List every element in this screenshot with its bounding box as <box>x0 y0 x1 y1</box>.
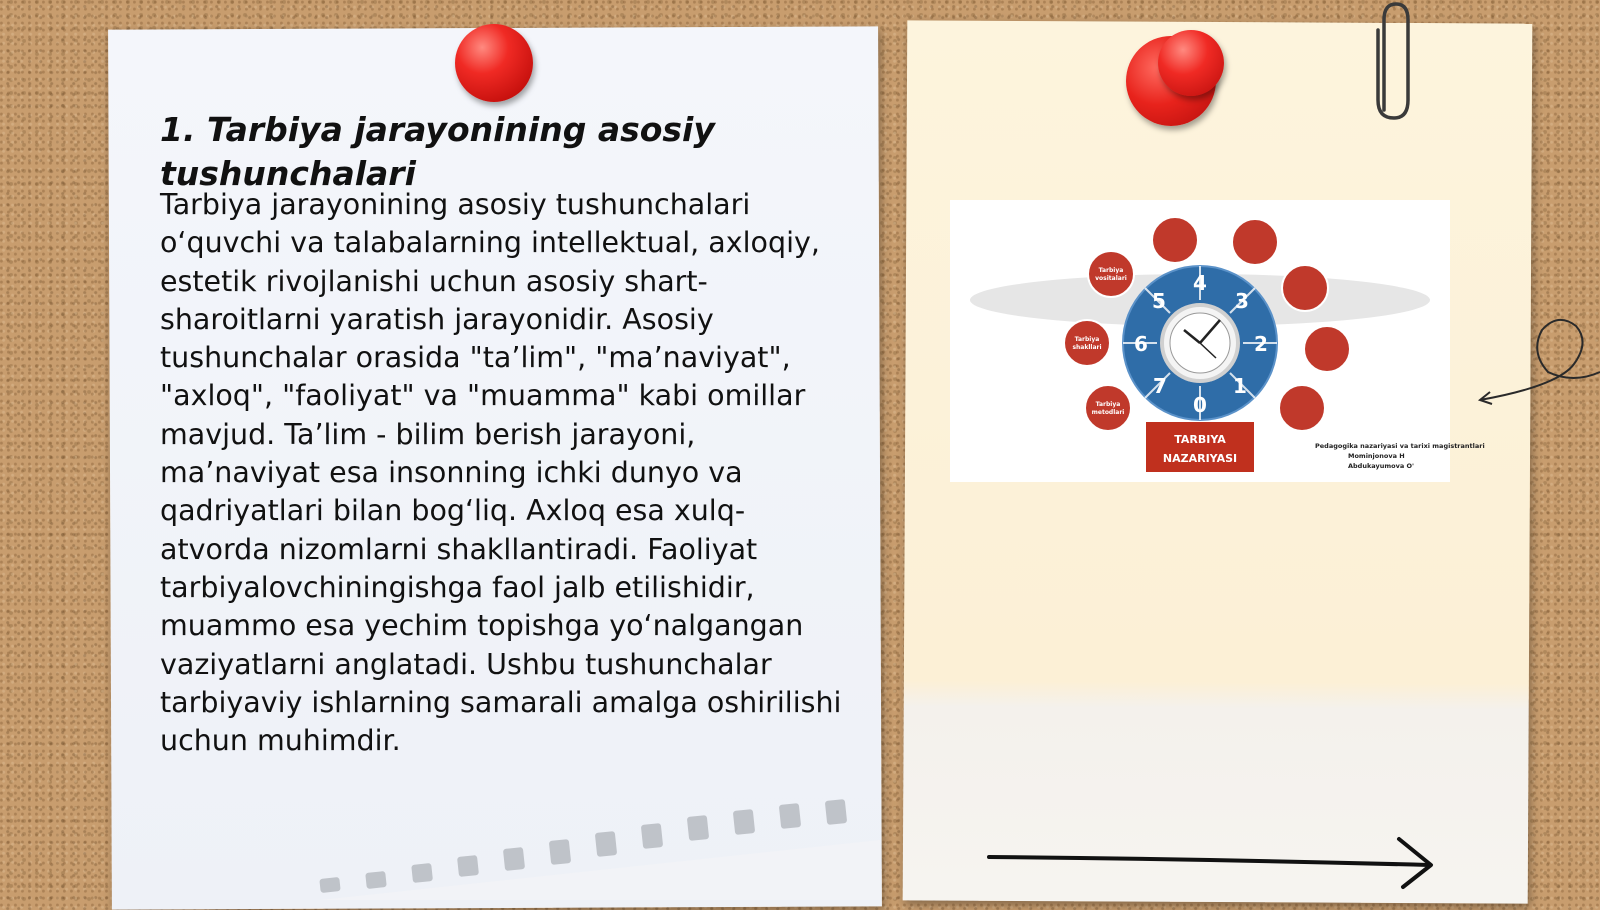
dial-number: 5 <box>1152 289 1166 313</box>
bubble-label: Tarbiya <box>1095 401 1121 408</box>
squiggle-arrow-icon <box>1478 312 1600 402</box>
diagram-caption-line3: Abdukayumova O' <box>1348 462 1414 470</box>
push-pin-icon <box>455 24 533 102</box>
dial-number: 2 <box>1254 332 1268 356</box>
diagram-caption-line2: Mominjonova H <box>1348 452 1405 460</box>
torn-notebook-edge <box>320 800 880 900</box>
dial-number: 0 <box>1193 393 1207 417</box>
bubble-label: Tarbiya <box>1074 336 1100 343</box>
bubble-label: vositalari <box>1095 275 1127 282</box>
diagram-caption-line1: Pedagogika nazariyasi va tarixi magistrantlari <box>1315 442 1485 450</box>
dial-number: 7 <box>1153 374 1167 398</box>
bubble-label: Tarbiya <box>1098 267 1124 274</box>
title-box-line1: TARBIYA <box>1174 433 1226 446</box>
paper-clip-icon <box>1370 0 1414 124</box>
tarbiya-nazariyasi-diagram <box>950 200 1485 482</box>
bubble-label: metodlari <box>1091 409 1125 416</box>
slide-body-text: Tarbiya jarayonining asosiy tushunchalari o‘quvchi va talabalarning intellektual, axloqiy, estetik rivojlanishi uchun asosiy shart-sharoitlarni yaratish jarayonidir. Asosiy tushunchalar orasida "ta’lim", "ma’naviyat", "axloq", "faoliyat" va "muamma" kabi omillar mavjud. Ta’lim - bilim berish jarayoni, ma’naviyat esa insonning ichki dunyo va qadriyatlari bilan bog‘liq. Axloq esa xulq-atvorda nizomlarni shakllantiradi. Faoliyat tarbiyalovchiningishga faol jalb etilishidir, muammo esa yechim topishga yo‘nalgangan vaziyatlarni anglatadi. Ushbu tushunchalar tarbiyaviy ishlarning samarali amalga oshirilishi uchun muhimdir. <box>160 188 842 758</box>
dial-number: 4 <box>1193 271 1207 295</box>
dial-number: 1 <box>1233 374 1247 398</box>
right-arrow-icon <box>985 835 1445 891</box>
push-pin-icon <box>1158 30 1224 96</box>
dial-number: 6 <box>1134 332 1148 356</box>
slide-heading: 1. Tarbiya jarayonining asosiy tushunchalari <box>160 110 715 193</box>
dial-number: 3 <box>1235 289 1249 313</box>
title-box-line2: NAZARIYASI <box>1162 452 1238 465</box>
bubble-label: shakllari <box>1072 344 1102 351</box>
